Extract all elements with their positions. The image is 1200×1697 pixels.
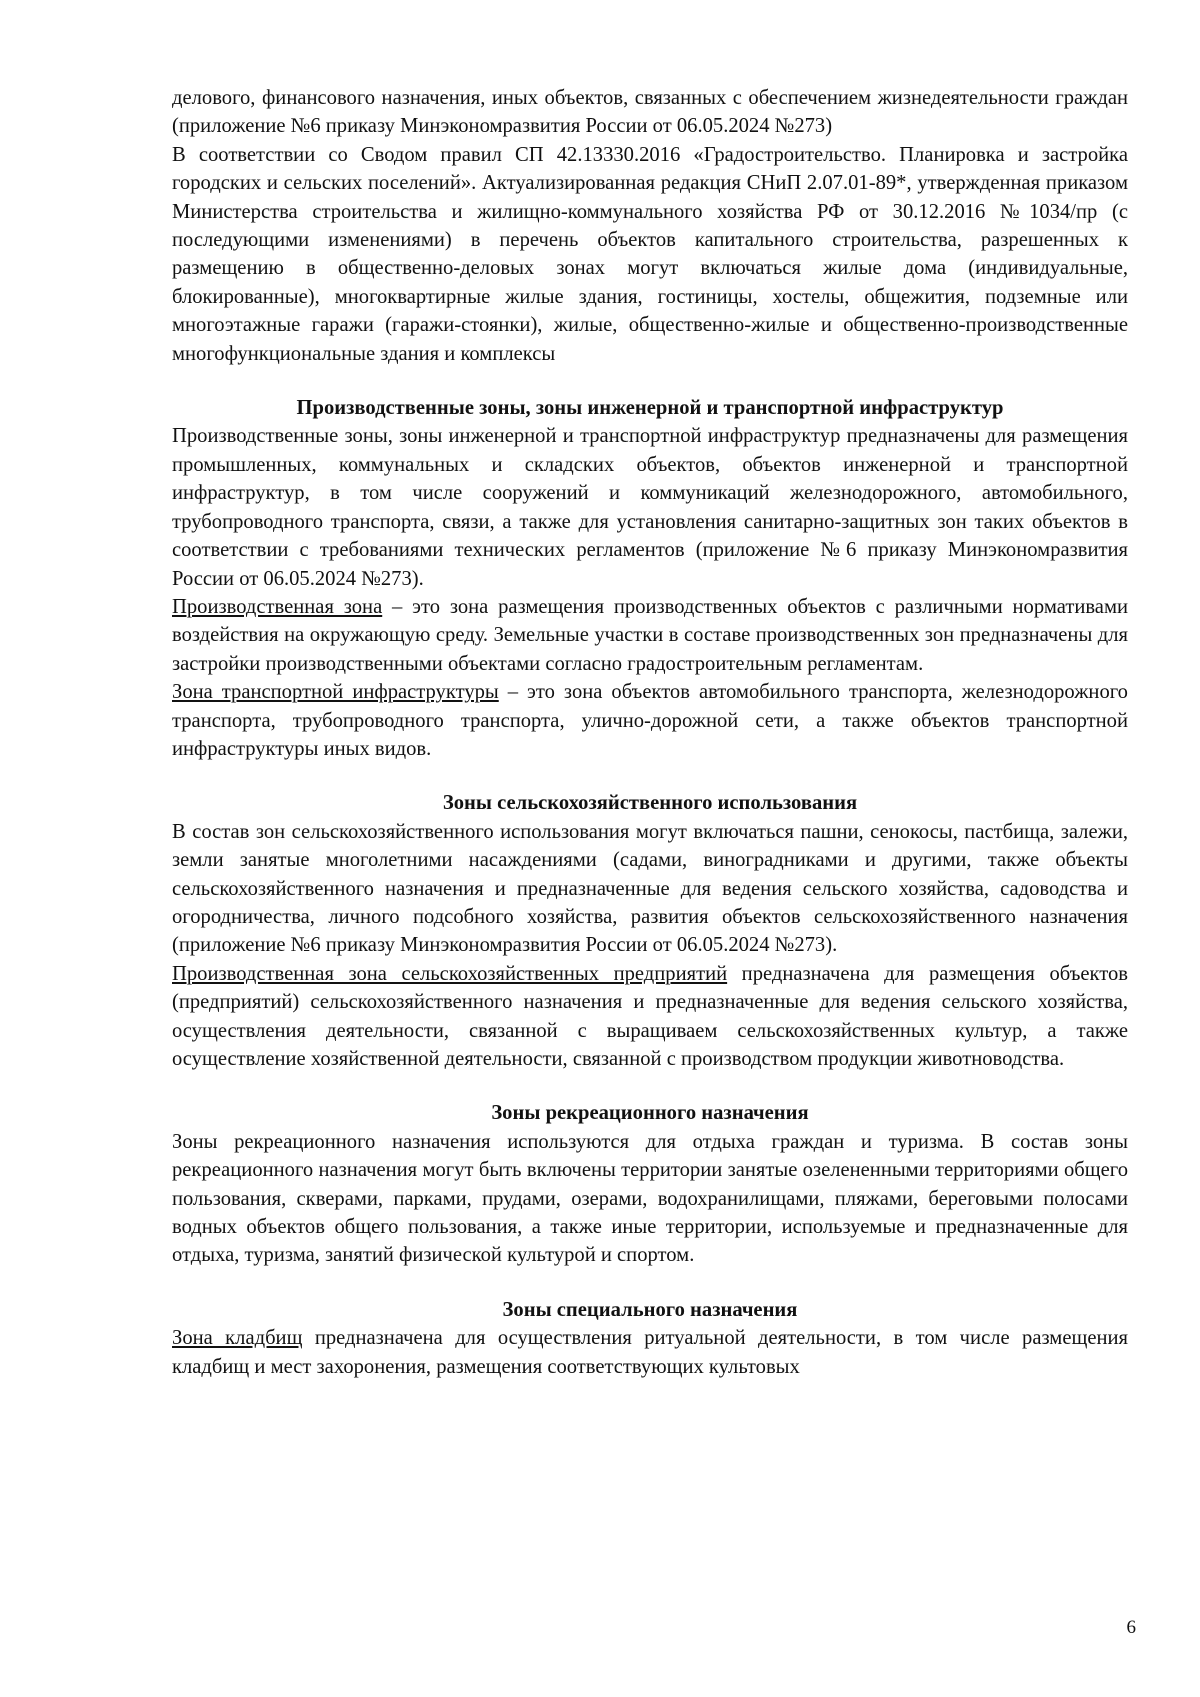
industrial-paragraph-1: Производственные зоны, зоны инженерной и транспортной инфраструктур предназначены для размещения промышленных, коммунальных и складских объектов, объектов инженерной и транспортной инфраструктур, в том числе сооружений и коммуникаций железнодорожного, автомобильного, трубопроводного транспорта, связи, а также для установления санитарно-защитных зон таких объектов в соответствии с требованиями технических регламентов (приложение №6 приказу Минэкономразвития России от 06.05.2024 №273).	[172, 425, 1128, 590]
agricultural-paragraph-2	[172, 960, 1128, 1074]
agricultural-paragraph-2-text: предназначена для размещения объектов (предприятий) сельскохозяйственного назначения и предназначенные для ведения сельского хозяйства, осуществления деятельности, связанной с выращиваем сельскохозяйственных культур, а также осуществление хозяйственной деятельности, связанной с производством продукции животноводства.	[172, 962, 1128, 1070]
industrial-paragraph-2-text: – это зона размещения производственных объектов с различными нормативами воздействия на окружающую среду. Земельные участки в составе производственных зон предназначены для застройки производственными объектами согласно градостроительным регламентам.	[172, 595, 1129, 675]
special-paragraph-1-text: предназначена для осуществления ритуальной деятельности, в том числе размещения кладбищ и мест захоронения, размещения соответствующих культовых	[172, 1327, 1128, 1378]
term-production-zone: Производственная зона	[172, 595, 383, 618]
heading-industrial-zones: Производственные зоны, зоны инженерной и транспортной инфраструктур	[296, 397, 1004, 420]
intro-paragraph-1: делового, финансового назначения, иных объектов, связанных с обеспечением жизнедеятельности граждан (приложение №6 приказу Минэкономразвития России от 06.05.2024 №273)	[172, 87, 1128, 138]
industrial-paragraph-2	[172, 593, 1128, 678]
special-paragraph-1	[172, 1324, 1128, 1381]
term-cemetery-zone: Зона кладбищ	[172, 1327, 303, 1350]
intro-paragraph-2: В соответствии со Сводом правил СП 42.13330.2016 «Градостроительство. Планировка и застройка городских и сельских поселений». Актуализированная редакция СНиП 2.07.01-89*, утвержденная приказом Министерства строительства и жилищно-коммунального хозяйства РФ от 30.12.2016 №1034/пр (с последующими изменениями) в перечень объектов капитального строительства, разрешенных к размещению в общественно-деловых зонах могут включаться жилые дома (индивидуальные, блокированные), многоквартирные жилые здания, гостиницы, хостелы, общежития, подземные или многоэтажные гаражи (гаражи-стоянки), жилые, общественно-жилые и общественно-производственные многофункциональные здания и комплексы	[172, 143, 1128, 365]
heading-recreation-zones: Зоны рекреационного назначения	[491, 1102, 809, 1125]
page-number: 6	[1126, 1617, 1136, 1638]
industrial-paragraph-3	[172, 678, 1128, 763]
heading-special-zones: Зоны специального назначения	[502, 1298, 798, 1321]
industrial-paragraph-3-text: – это зона объектов автомобильного транспорта, железнодорожного транспорта, трубопроводного транспорта, улично-дорожной сети, а также объектов транспортной инфраструктуры иных видов.	[172, 681, 1128, 760]
agricultural-paragraph-1: В состав зон сельскохозяйственного использования могут включаться пашни, сенокосы, пастбища, залежи, земли занятые многолетними насаждениями (садами, виноградниками и другими, также объекты сельскохозяйственного назначения и предназначенные для ведения сельского хозяйства, садоводства и огородничества, личного подсобного хозяйства, развития объектов сельскохозяйственного назначения (приложение №6 приказу Минэкономразвития России от 06.05.2024 №273).	[172, 820, 1128, 957]
term-transport-zone: Зона транспортной инфраструктуры	[172, 681, 499, 704]
recreation-paragraph-1: Зоны рекреационного назначения используются для отдыха граждан и туризма. В состав зоны рекреационного назначения могут быть включены территории занятые озелененными территориями общего пользования, скверами, парками, прудами, озерами, водохранилищами, пляжами, береговыми полосами водных объектов общего пользования, а также иные территории, используемые и предназначенные для отдыха, туризма, занятий физической культурой и спортом.	[172, 1130, 1128, 1267]
document-body	[172, 84, 1128, 1381]
heading-agricultural-zones: Зоны сельскохозяйственного использования	[442, 792, 858, 815]
term-agri-production-zone: Производственная зона сельскохозяйственных предприятий	[172, 962, 728, 985]
